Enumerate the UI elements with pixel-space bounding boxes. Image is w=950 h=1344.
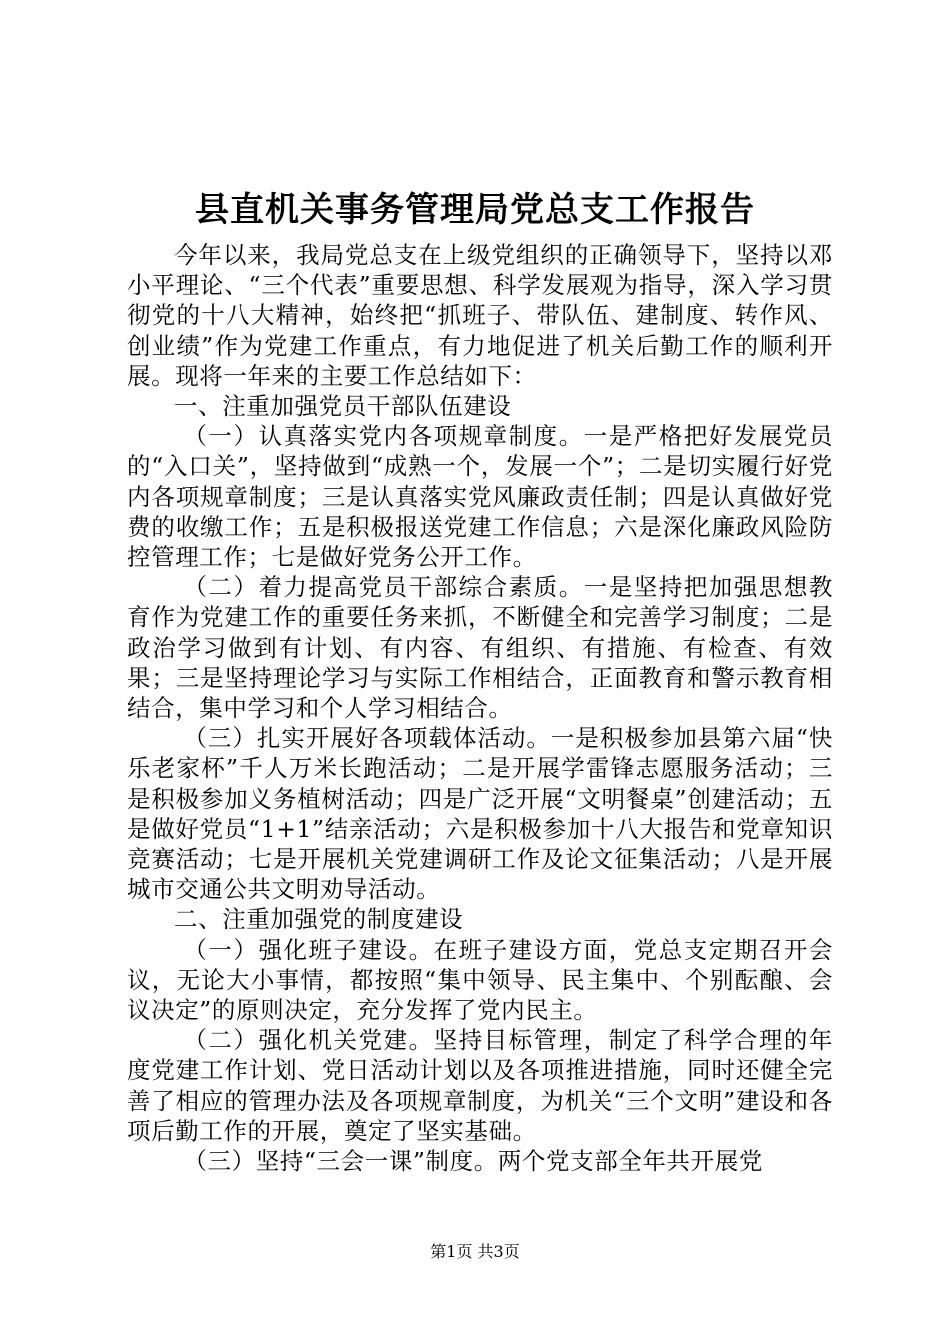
document-title: 县直机关事务管理局党总支工作报告 [195, 190, 755, 230]
page-footer: 第1页 共3页 [430, 1242, 520, 1261]
paragraph: （二）着力提高党员干部综合素质。一是坚持把加强思想教育作为党建工作的重要任务来抓，不断健全和完善学习制度；二是政治学习做到有计划、有内容、有组织、有措施、有检查、有效果；三是坚持理论学习与实际工作相结合，正面教育和警示教育相结合，集中学习和个人学习相结合。 [127, 573, 833, 723]
paragraph: （三）坚持“三会一课”制度。两个党支部全年共开展党 [183, 1147, 763, 1176]
paragraph: （一）认真落实党内各项规章制度。一是严格把好发展党员的“入口关”，坚持做到“成熟一个，发展一个”；二是切实履行好党内各项规章制度；三是认真落实党风廉政责任制；四是认真做好党费的收缴工作；五是积极报送党建工作信息；六是深化廉政风险防控管理工作；七是做好党务公开工作。 [127, 422, 833, 572]
paragraph: （一）强化班子建设。在班子建设方面，党总支定期召开会议，无论大小事情，都按照“集中领导、民主集中、个别酝酿、会议决定”的原则决定，充分发挥了党内民主。 [127, 935, 833, 1025]
paragraph: （三）扎实开展好各项载体活动。一是积极参加县第六届“快乐老家杯”千人万米长跑活动；二是开展学雷锋志愿服务活动；三是积极参加义务植树活动；四是广泛开展“文明餐桌”创建活动；五是做好党员“1+1”结亲活动；六是积极参加十八大报告和党章知识竞赛活动；七是开展机关党建调研工作及论文征集活动；八是开展城市交通公共文明劝导活动。 [127, 724, 833, 904]
document-body [127, 240, 833, 1176]
section-heading: 二、注重加强党的制度建设 [174, 905, 464, 934]
paragraph: 今年以来，我局党总支在上级党组织的正确领导下，坚持以邓小平理论、“三个代表”重要思想、科学发展观为指导，深入学习贯彻党的十八大精神，始终把“抓班子、带队伍、建制度、转作风、创业绩”作为党建工作重点，有力地促进了机关后勤工作的顺利开展。现将一年来的主要工作总结如下： [127, 241, 833, 390]
section-heading: 一、注重加强党员干部队伍建设 [174, 392, 512, 421]
paragraph: （二）强化机关党建。坚持目标管理，制定了科学合理的年度党建工作计划、党日活动计划以及各项推进措施，同时还健全完善了相应的管理办法及各项规章制度，为机关“三个文明”建设和各项后勤工作的开展，奠定了坚实基础。 [127, 1026, 833, 1145]
